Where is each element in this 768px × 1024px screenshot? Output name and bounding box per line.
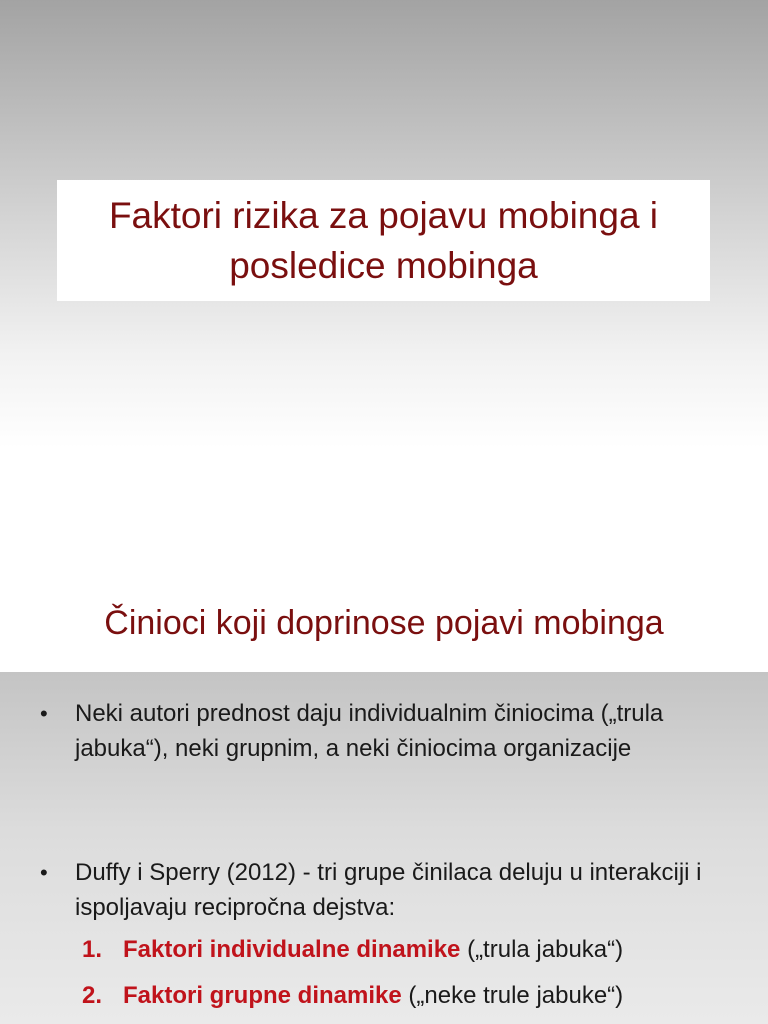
item-rest: („trula jabuka“) (460, 936, 624, 963)
item-content (123, 932, 762, 967)
numbered-item (82, 932, 762, 978)
numbered-list (82, 932, 762, 1024)
bullet-text: Duffy i Sperry (2012) - tri grupe činilaca deluju u interakciji i ispoljavaju recipročna dejstva: (75, 859, 702, 921)
bullet-item (40, 696, 740, 766)
item-content (123, 978, 762, 1013)
bullet-dot-icon: • (40, 701, 48, 726)
numbered-item (82, 978, 762, 1024)
item-highlight: Faktori individualne dinamike (123, 936, 461, 963)
title-box (57, 180, 710, 301)
slide-1-title: Faktori rizika za pojavu mobinga i posledice mobinga (108, 194, 659, 286)
item-highlight: Faktori grupne dinamike (123, 982, 402, 1009)
item-rest: („neke trule jabuke“) (401, 982, 624, 1009)
bullet-dot-icon: • (40, 860, 48, 885)
bullet-text: Neki autori prednost daju individualnim činiocima („trula jabuka“), neki grupnim, a neki činiocima organizacije (75, 700, 664, 762)
item-number: 2. (82, 982, 103, 1009)
slide-2-title: Činioci koji doprinose pojavi mobinga (104, 604, 664, 642)
bullet-item (40, 855, 740, 925)
item-number: 1. (82, 936, 103, 963)
